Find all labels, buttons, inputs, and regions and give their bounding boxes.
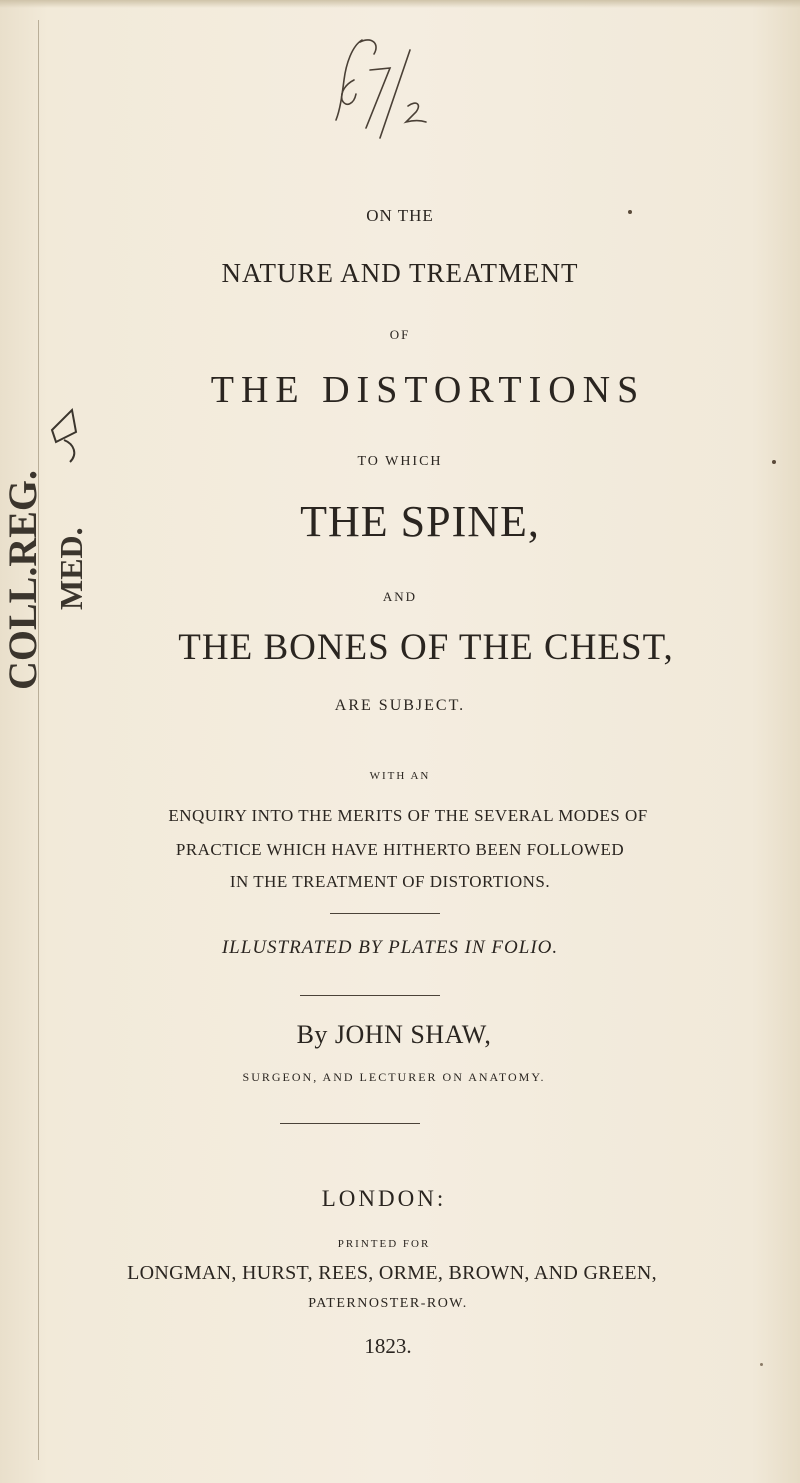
subtitle-line-2: PRACTICE WHICH HAVE HITHERTO BEEN FOLLOWED — [175, 840, 625, 859]
title-and: AND — [382, 589, 418, 604]
imprint-address: PATERNOSTER-ROW. — [308, 1296, 468, 1311]
title-to-which: TO WHICH — [357, 454, 443, 469]
imprint-city: LONDON: — [321, 1186, 447, 1211]
divider-rule-3 — [280, 1123, 420, 1124]
title-bones-of-the-chest: THE BONES OF THE CHEST, — [178, 627, 674, 668]
imprint-publishers: LONGMAN, HURST, REES, ORME, BROWN, AND GREEN, — [127, 1262, 657, 1284]
library-stamp — [0, 370, 120, 700]
subtitle-line-1: ENQUIRY INTO THE MERITS OF THE SEVERAL MODES OF — [168, 806, 648, 825]
page-edge-shadow — [0, 0, 800, 8]
imprint-year: 1823. — [364, 1334, 412, 1358]
divider-rule-1 — [330, 913, 440, 914]
handwritten-shelfmark — [300, 20, 480, 150]
title-nature-and-treatment: NATURE AND TREATMENT — [221, 258, 579, 288]
subtitle-line-3: IN THE TREATMENT OF DISTORTIONS. — [229, 872, 551, 891]
title-the-spine: THE SPINE, — [300, 497, 540, 546]
foxing-spot — [772, 460, 776, 464]
foxing-spot — [760, 1363, 763, 1366]
illustrated-by-plates: ILLUSTRATED BY PLATES IN FOLIO. — [221, 937, 559, 958]
foxing-spot — [628, 210, 632, 214]
subtitle-with-an: WITH AN — [369, 770, 431, 782]
title-are-subject: ARE SUBJECT. — [334, 697, 466, 714]
svg-text:COLL.REG.: COLL.REG. — [0, 469, 45, 690]
author-role: SURGEON, AND LECTURER ON ANATOMY. — [242, 1070, 546, 1084]
imprint-printed-for: PRINTED FOR — [337, 1238, 431, 1250]
title-on-the: ON THE — [366, 206, 434, 225]
title-of: OF — [389, 327, 411, 342]
author-name: By JOHN SHAW, — [296, 1020, 492, 1049]
svg-text:MED.: MED. — [53, 527, 89, 610]
divider-rule-2 — [300, 995, 440, 996]
title-the-distortions: THE DISTORTIONS — [210, 369, 646, 411]
